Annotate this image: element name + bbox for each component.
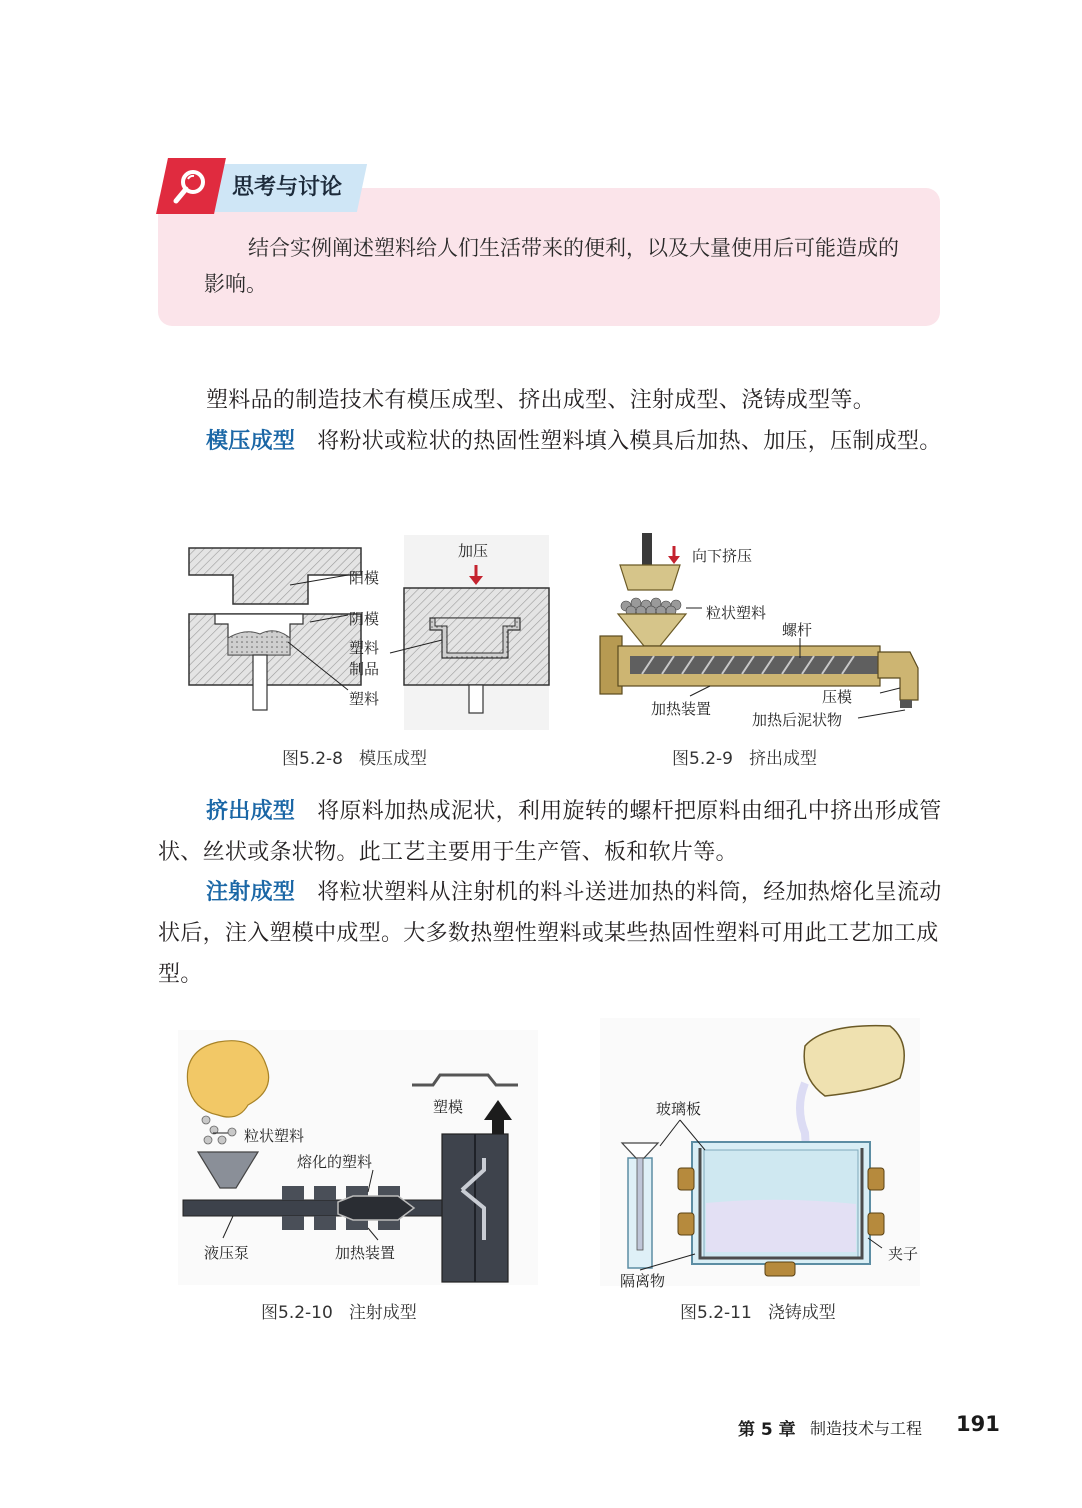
extrusion-paragraph — [158, 791, 942, 873]
label-plastic: 塑料 — [349, 690, 380, 708]
label-press-down: 向下挤压 — [692, 547, 753, 565]
caption-fig8-title: 模压成型 — [359, 749, 427, 769]
label-injection-heater: 加热装置 — [335, 1244, 396, 1262]
label-heater: 加热装置 — [651, 700, 712, 718]
label-separator: 隔离物 — [620, 1272, 666, 1290]
compression-paragraph — [158, 421, 942, 462]
label-hydraulic-pump: 液压泵 — [204, 1244, 250, 1262]
caption-fig8-number: 图5.2-8 — [282, 749, 343, 769]
discussion-title: 思考与讨论 — [232, 175, 343, 200]
male-mold-shape — [189, 548, 361, 604]
label-injection-granular-plastic: 粒状塑料 — [244, 1127, 305, 1145]
label-die: 压模 — [822, 688, 853, 706]
label-granular-plastic: 粒状塑料 — [706, 604, 767, 622]
caption-fig10-number: 图5.2-10 — [261, 1303, 333, 1323]
label-screw: 螺杆 — [782, 621, 813, 639]
figure-casting-molding — [600, 1018, 920, 1286]
label-plastic-product-2: 制品 — [349, 660, 380, 678]
label-plastic-product-1: 塑料 — [349, 639, 380, 657]
caption-fig11 — [680, 1298, 836, 1323]
magnifier-icon — [171, 166, 211, 206]
injection-term: 注射成型 — [206, 880, 296, 905]
caption-fig9-number: 图5.2-9 — [672, 749, 733, 769]
label-female-mold: 阴模 — [349, 610, 380, 628]
label-heated-paste: 加热后泥状物 — [752, 711, 843, 729]
label-pressure: 加压 — [458, 542, 489, 560]
discussion-badge — [156, 158, 226, 214]
caption-fig11-title: 浇铸成型 — [767, 1303, 836, 1323]
label-molten-plastic: 熔化的塑料 — [297, 1153, 373, 1171]
caption-fig11-number: 图5.2-11 — [680, 1303, 752, 1323]
intro-paragraph: 塑料品的制造技术有模压成型、挤出成型、注射成型、浇铸成型等。 — [206, 388, 876, 413]
figure-extrusion-molding — [590, 528, 930, 728]
label-mold: 塑模 — [433, 1098, 464, 1116]
injection-text: 将粒状塑料从注射机的料斗送进加热的料筒，经加热熔化呈流动状后，注入塑模中成型。大多数热塑性塑料或某些热固性塑料可用此工艺加工成型。 — [158, 880, 942, 987]
caption-fig9 — [672, 744, 817, 769]
caption-fig10-title: 注射成型 — [348, 1303, 417, 1323]
caption-fig10 — [261, 1298, 417, 1323]
footer-chapter-name: 制造技术与工程 — [810, 1419, 923, 1438]
footer-chapter: 第 5 章 — [738, 1420, 796, 1440]
caption-fig9-title: 挤出成型 — [749, 749, 817, 769]
compression-term: 模压成型 — [206, 429, 296, 454]
caption-fig8 — [282, 744, 427, 769]
page-number: 191 — [956, 1412, 1000, 1436]
label-glass-plate: 玻璃板 — [656, 1100, 702, 1118]
label-male-mold: 阳模 — [349, 569, 380, 587]
extrusion-text: 将原料加热成泥状，利用旋转的螺杆把原料由细孔中挤出形成管状、丝状或条状物。此工艺主要用于生产管、板和软片等。 — [158, 799, 942, 865]
discussion-text: 结合实例阐述塑料给人们生活带来的便利，以及大量使用后可能造成的影响。 — [204, 236, 899, 296]
compression-text: 将粉状或粒状的热固性塑料填入模具后加热、加压，压制成型。 — [317, 429, 942, 454]
label-clamp: 夹子 — [888, 1245, 919, 1263]
injection-paragraph — [158, 872, 942, 995]
extrusion-term: 挤出成型 — [206, 799, 296, 824]
